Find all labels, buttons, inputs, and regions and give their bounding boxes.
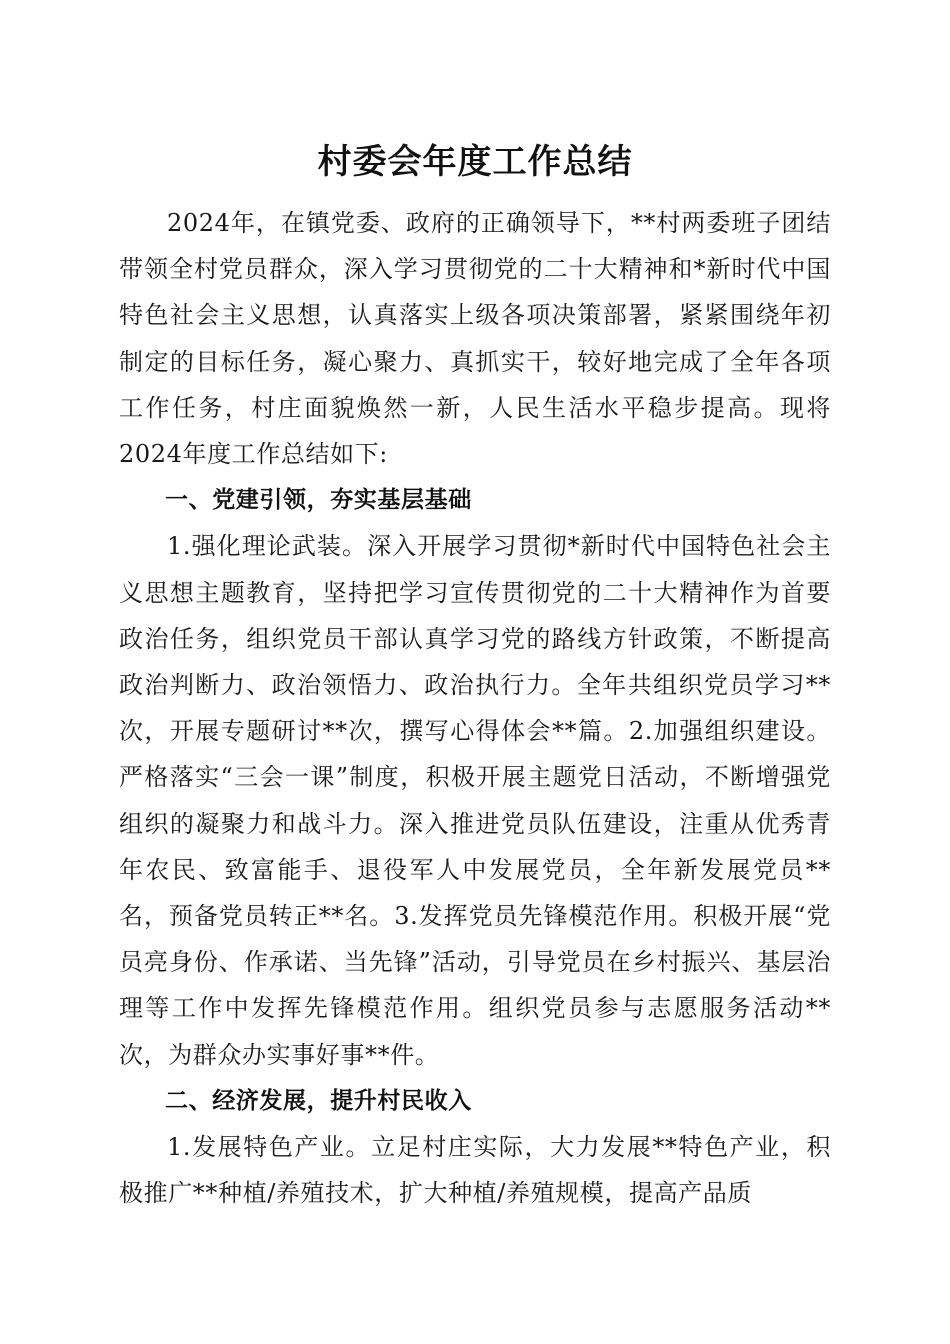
section-heading-economy: 二、经济发展，提升村民收入: [165, 1087, 472, 1114]
document-body: [119, 200, 831, 1216]
section-paragraph-economy: 1.发展特色产业。立足村庄实际，大力发展**特色产业，积极推广**种植/养殖技术，扩大种植/养殖规模，提高产品质: [119, 1133, 831, 1208]
section-heading-party-building: 一、党建引领，夯实基层基础: [165, 487, 472, 514]
document-title: 村委会年度工作总结: [317, 142, 633, 182]
section-paragraph-party-building: 1.强化理论武装。深入开展学习贯彻*新时代中国特色社会主义思想主题教育，坚持把学习宣传贯彻党的二十大精神作为首要政治任务，组织党员干部认真学习党的路线方针政策，不断提高政治判断力、政治领悟力、政治执行力。全年共组织党员学习**次，开展专题研讨**次，撰写心得体会**篇。2.加强组织建设。严格落实“三会一课”制度，积极开展主题党日活动，不断增强党组织的凝聚力和战斗力。深入推进党员队伍建设，注重从优秀青年农民、致富能手、退役军人中发展党员，全年新发展党员**名，预备党员转正**名。3.发挥党员先锋模范作用。积极开展“党员亮身份、作承诺、当先锋”活动，引导党员在乡村振兴、基层治理等工作中发挥先锋模范作用。组织党员参与志愿服务活动**次，为群众办实事好事**件。: [119, 532, 831, 1069]
intro-paragraph: 2024年，在镇党委、政府的正确领导下，**村两委班子团结带领全村党员群众，深入学习贯彻党的二十大精神和*新时代中国特色社会主义思想，认真落实上级各项决策部署，紧紧围绕年初制定的目标任务，凝心聚力、真抓实干，较好地完成了全年各项工作任务，村庄面貌焕然一新，人民生活水平稳步提高。现将2024年度工作总结如下:: [119, 209, 831, 469]
